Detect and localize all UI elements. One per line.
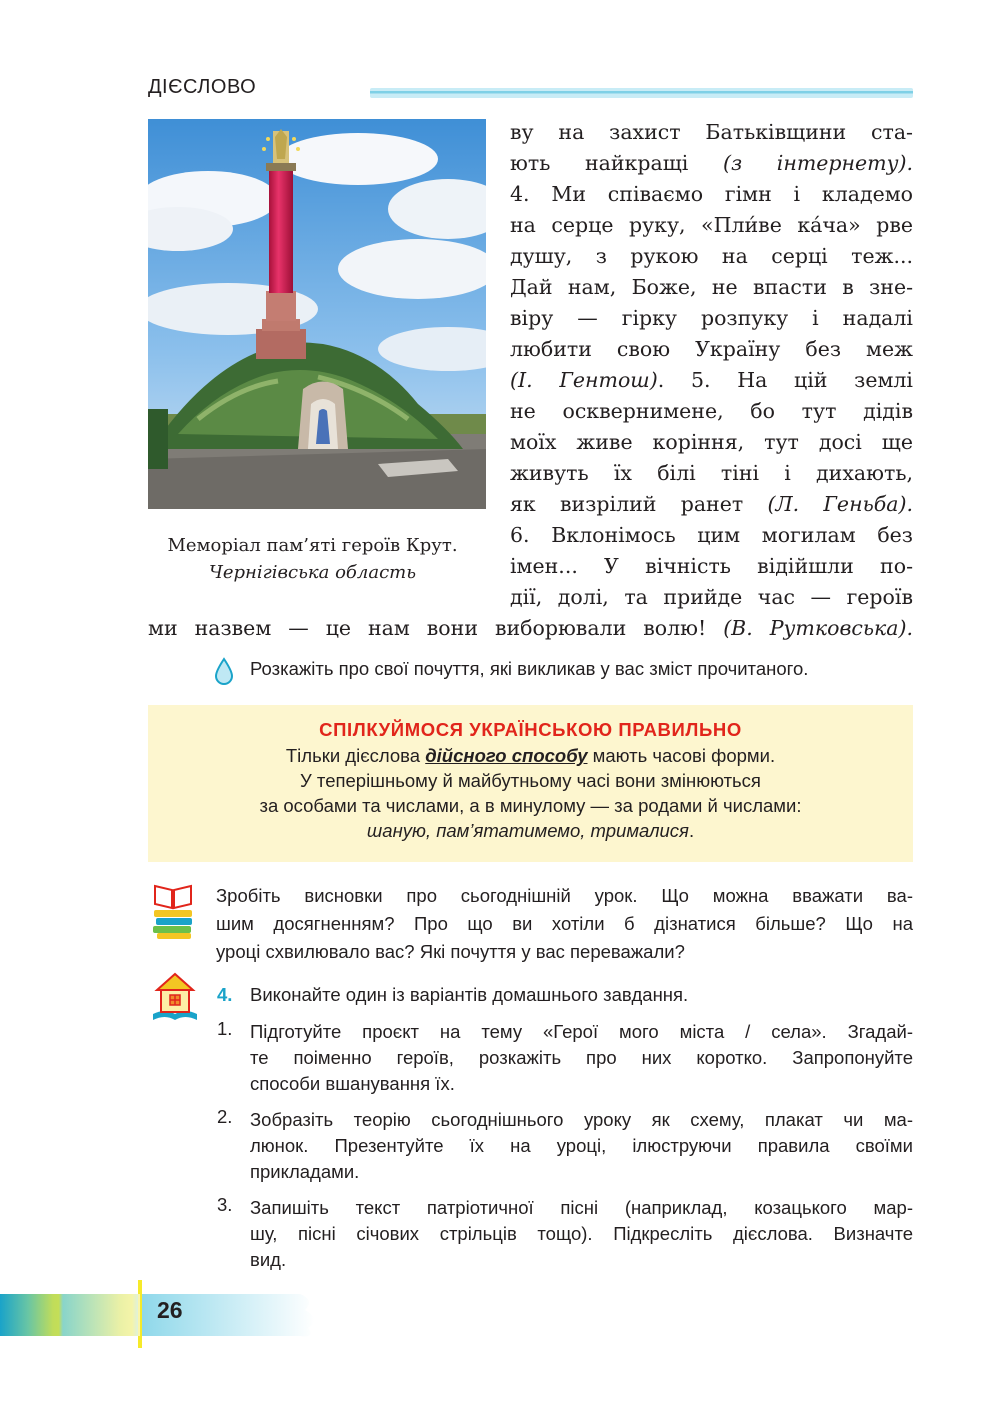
exercise-title: Виконайте один із варіантів домашнього завдання.: [250, 984, 689, 1005]
text-line: ву на захист Батьківщини ста-: [510, 120, 913, 144]
rule-line: [148, 820, 913, 842]
home-icon: [151, 970, 199, 1022]
source-reference: (В. Рутковська).: [723, 616, 913, 640]
books-icon: [151, 882, 195, 940]
list-number: 1.: [217, 1018, 233, 1039]
rule-line: за особами та числами, а в минулому — за родами й числами:: [259, 795, 802, 816]
grammar-rule-box: [148, 705, 913, 862]
header-rule: [370, 88, 913, 98]
text-line: 6. Вклонімось цим могилам без: [510, 523, 913, 547]
text-line: живуть їх білі тіні і дихають,: [510, 461, 913, 485]
rule-title: СПІЛКУЙМОСЯ УКРАЇНСЬКОЮ ПРАВИЛЬНО: [319, 719, 742, 740]
list-number: 2.: [217, 1106, 233, 1127]
text-fragment: . 5. На цій землі: [657, 368, 913, 392]
rule-fragment: Тільки дієслова: [285, 745, 426, 766]
photo-caption: [140, 532, 485, 586]
text-fragment: ють найкращі: [510, 151, 723, 175]
source-reference: (І. Гентош): [510, 368, 658, 392]
list-item-line: шу, пісні січових стрільців тощо). Підкресліть дієслова. Визначте: [250, 1223, 913, 1244]
list-item-line: способи вшанування їх.: [250, 1073, 455, 1094]
drop-icon: [214, 657, 234, 685]
list-item-line: Запишіть текст патріотичної пісні (наприклад, козацького мар-: [250, 1197, 913, 1218]
text-line: на серце руку, «Пли́ве ка́ча» рве: [510, 213, 913, 237]
rule-fragment: мають часові форми.: [587, 745, 776, 766]
text-line: дії, долі, та прийде час — героїв: [510, 585, 913, 609]
caption-location: Чернігівська область: [208, 562, 417, 583]
memorial-photo: [148, 119, 486, 509]
exercise-number: 4.: [217, 984, 233, 1005]
list-item-line: вид.: [250, 1249, 287, 1270]
text-line: не осквернимене, бо тут дідів: [510, 399, 913, 423]
text-line: імен... У вічність відійшли по-: [510, 554, 913, 578]
list-item-line: те поіменно героїв, розкажіть про них коротко. Запропонуйте: [250, 1047, 913, 1068]
rule-line: У теперішньому й майбутньому часі вони змінюються: [300, 770, 761, 791]
rule-examples: шаную, пам’ятатимемо, трималися: [366, 820, 689, 841]
reflection-line: шим досягненням? Про що ви хотіли б дізнатися більше? Що на: [216, 913, 913, 934]
text-line: [148, 613, 913, 644]
section-title: ДІЄСЛОВО: [148, 76, 257, 98]
text-line: [510, 148, 913, 179]
reflection-line: Зробіть висновки про сьогоднішній урок. Що можна вважати ва-: [216, 885, 913, 906]
page-number: 26: [157, 1297, 183, 1323]
source-reference: (Л. Геньба).: [767, 492, 913, 516]
discussion-question: Розкажіть про свої почуття, які викликав у вас зміст прочитаного.: [250, 658, 809, 679]
list-item-line: Підготуйте проєкт на тему «Герої мого міста / села». Згадай-: [250, 1021, 913, 1042]
list-item-line: Зобразіть теорію сьогоднішнього уроку як схему, плакат чи ма-: [250, 1109, 913, 1130]
reflection-line: уроці схвилювало вас? Які почуття у вас переважали?: [216, 941, 685, 962]
text-line: любити свою Україну без меж: [510, 337, 913, 361]
text-line: 4. Ми співаємо гімн і кладемо: [510, 182, 913, 206]
text-line: моїх живе коріння, тут досі ще: [510, 430, 913, 454]
rule-fragment: .: [688, 820, 695, 841]
list-number: 3.: [217, 1194, 233, 1215]
list-item-line: люнок. Презентуйте їх на уроці, ілюструючи правила своїми: [250, 1135, 913, 1156]
text-fragment: як визрілий ранет: [510, 492, 768, 516]
list-item-line: прикладами.: [250, 1161, 360, 1182]
rule-term: дійсного способу: [425, 745, 588, 766]
caption-title: Меморіал пам’яті героїв Крут.: [167, 535, 458, 556]
text-line: віру — гірку розпуку і надалі: [510, 306, 913, 330]
text-line: [510, 365, 913, 396]
source-reference: (з інтернету).: [722, 151, 914, 175]
text-line: душу, з рукою на серці теж...: [510, 244, 913, 268]
text-line: Дай нам, Боже, не впасти в зне-: [510, 275, 913, 299]
rule-line: [148, 745, 913, 767]
text-line: [510, 489, 913, 520]
text-fragment: ми назвем — це нам вони виборювали волю!: [148, 616, 724, 640]
